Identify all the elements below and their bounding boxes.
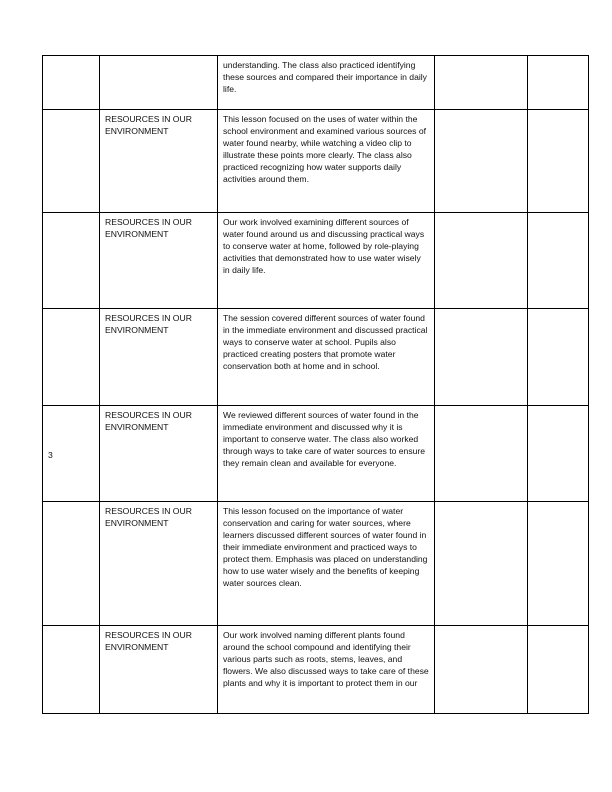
week-cell bbox=[43, 309, 100, 406]
empty-cell bbox=[528, 502, 589, 626]
topic-cell: RESOURCES IN OUR ENVIRONMENT bbox=[100, 110, 218, 213]
empty-cell bbox=[435, 110, 528, 213]
description-cell: understanding. The class also practiced identifying these sources and compared their importance in daily life. bbox=[218, 56, 435, 110]
empty-cell bbox=[528, 309, 589, 406]
description-cell: Our work involved examining different sources of water found around us and discussing practical ways to conserve water at home, followed by role-playing activities that demonstrated how to use water wisely in daily life. bbox=[218, 213, 435, 309]
topic-cell: RESOURCES IN OUR ENVIRONMENT bbox=[100, 213, 218, 309]
topic-cell: RESOURCES IN OUR ENVIRONMENT bbox=[100, 626, 218, 714]
table-row bbox=[43, 309, 589, 406]
table-row bbox=[43, 502, 589, 626]
table-row bbox=[43, 110, 589, 213]
week-cell bbox=[43, 502, 100, 626]
week-cell: 3 bbox=[43, 406, 100, 502]
empty-cell bbox=[528, 213, 589, 309]
topic-cell: RESOURCES IN OUR ENVIRONMENT bbox=[100, 309, 218, 406]
empty-cell bbox=[435, 56, 528, 110]
table-row bbox=[43, 406, 589, 502]
description-cell: This lesson focused on the importance of water conservation and caring for water sources, where learners discussed different sources of water found in their immediate environment and practiced ways to protect them. Emphasis was placed on understanding how to use water wisely and the benefits of keeping water sources clean. bbox=[218, 502, 435, 626]
empty-cell bbox=[435, 309, 528, 406]
empty-cell bbox=[528, 56, 589, 110]
table-row bbox=[43, 56, 589, 110]
empty-cell bbox=[435, 502, 528, 626]
description-cell: The session covered different sources of water found in the immediate environment and discussed practical ways to conserve water at school. Pupils also practiced creating posters that promote water conservation both at home and in school. bbox=[218, 309, 435, 406]
empty-cell bbox=[528, 626, 589, 714]
description-cell: We reviewed different sources of water found in the immediate environment and discussed why it is important to conserve water. The class also worked through ways to take care of water sources to ensure they remain clean and available for everyone. bbox=[218, 406, 435, 502]
description-cell: Our work involved naming different plants found around the school compound and identifying their various parts such as roots, stems, leaves, and flowers. We also discussed ways to take care of these plants and why it is important to protect them in our bbox=[218, 626, 435, 714]
week-cell bbox=[43, 213, 100, 309]
lesson-log-table bbox=[42, 55, 589, 714]
empty-cell bbox=[435, 406, 528, 502]
topic-cell bbox=[100, 56, 218, 110]
week-cell bbox=[43, 110, 100, 213]
table-row bbox=[43, 213, 589, 309]
table-row bbox=[43, 626, 589, 714]
topic-cell: RESOURCES IN OUR ENVIRONMENT bbox=[100, 502, 218, 626]
empty-cell bbox=[435, 626, 528, 714]
empty-cell bbox=[528, 406, 589, 502]
empty-cell bbox=[528, 110, 589, 213]
description-cell: This lesson focused on the uses of water within the school environment and examined various sources of water found nearby, while watching a video clip to illustrate these points more clearly. The class also practiced recognizing how water supports daily activities around them. bbox=[218, 110, 435, 213]
week-cell bbox=[43, 626, 100, 714]
topic-cell: RESOURCES IN OUR ENVIRONMENT bbox=[100, 406, 218, 502]
empty-cell bbox=[435, 213, 528, 309]
week-cell bbox=[43, 56, 100, 110]
